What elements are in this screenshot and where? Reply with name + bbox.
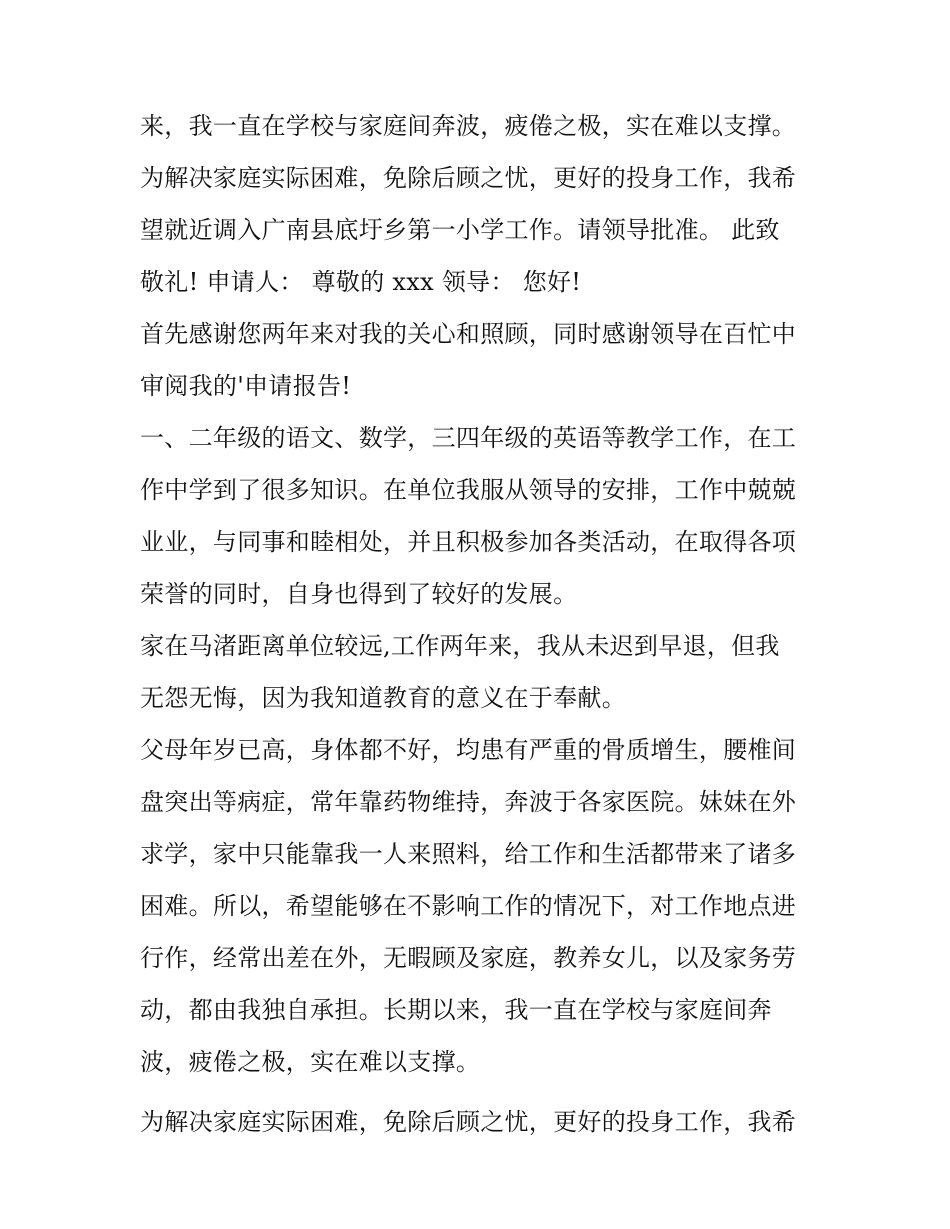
text-line: 无怨无悔，因为我知道教育的意义在于奉献。 <box>140 684 626 712</box>
text-line: 行作，经常出差在外，无暇顾及家庭，教养女儿，以及家务劳 <box>140 944 797 972</box>
text-line: 动，都由我独自承担。长期以来，我一直在学校与家庭间奔 <box>140 996 772 1024</box>
text-line: 盘突出等病症，常年靠药物维持，奔波于各家医院。妹妹在外 <box>140 788 797 816</box>
text-line: 审阅我的'申请报告! <box>140 372 352 400</box>
text-line: 荣誉的同时，自身也得到了较好的发展。 <box>140 580 578 608</box>
text-line: 来，我一直在学校与家庭间奔波，疲倦之极，实在难以支撑。 <box>140 112 797 140</box>
text-line: 为解决家庭实际困难，免除后顾之忧，更好的投身工作，我希 <box>140 164 797 192</box>
text-line: 为解决家庭实际困难，免除后顾之忧，更好的投身工作，我希 <box>140 1108 797 1136</box>
text-line: 困难。所以，希望能够在不影响工作的情况下，对工作地点进 <box>140 892 797 920</box>
text-line: 一、二年级的语文、数学，三四年级的英语等教学工作，在工 <box>140 424 797 452</box>
text-line: 作中学到了很多知识。在单位我服从领导的安排，工作中兢兢 <box>140 476 797 504</box>
text-line: 敬礼! 申请人： 尊敬的 xxx 领导： 您好! <box>140 268 582 296</box>
text-line: 家在马渚距离单位较远,工作两年来，我从未迟到早退，但我 <box>140 632 780 660</box>
text-line: 求学，家中只能靠我一人来照料，给工作和生活都带来了诸多 <box>140 840 797 868</box>
text-line: 首先感谢您两年来对我的关心和照顾，同时感谢领导在百忙中 <box>140 320 797 348</box>
text-line: 父母年岁已高，身体都不好，均患有严重的骨质增生，腰椎间 <box>140 736 797 764</box>
text-line: 望就近调入广南县底圩乡第一小学工作。请领导批准。 此致 <box>140 216 780 244</box>
text-line: 波，疲倦之极，实在难以支撑。 <box>140 1048 481 1076</box>
text-line: 业业，与同事和睦相处，并且积极参加各类活动，在取得各项 <box>140 528 797 556</box>
